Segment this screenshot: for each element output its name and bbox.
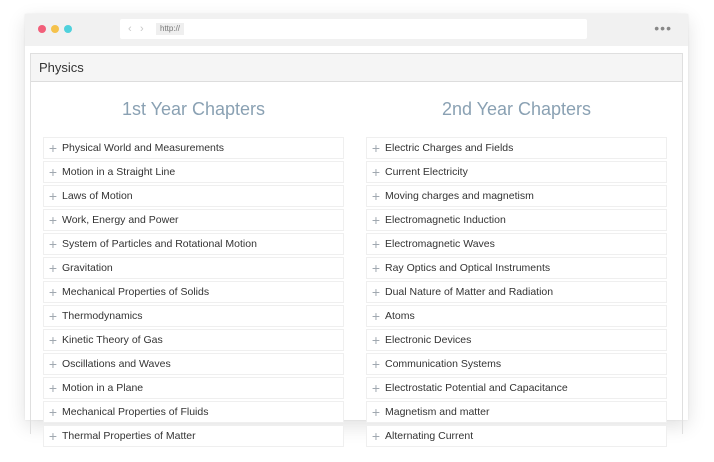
chapter-label: Alternating Current	[385, 430, 474, 442]
chapter-label: System of Particles and Rotational Motion	[62, 238, 257, 250]
chapter-item[interactable]	[43, 281, 344, 303]
chapter-label: Thermal Properties of Matter	[62, 430, 196, 442]
plus-icon[interactable]: +	[48, 188, 58, 204]
chapter-label: Dual Nature of Matter and Radiation	[385, 286, 554, 298]
close-window-button[interactable]	[38, 25, 46, 33]
chapter-label: Mechanical Properties of Solids	[62, 286, 210, 298]
plus-icon[interactable]: +	[48, 212, 58, 228]
more-options-icon[interactable]: •••	[654, 20, 672, 36]
plus-icon[interactable]: +	[371, 380, 381, 396]
chapter-item[interactable]	[366, 377, 667, 399]
chapter-label: Kinetic Theory of Gas	[62, 334, 163, 346]
chapter-item[interactable]	[43, 137, 344, 159]
chapter-label: Electric Charges and Fields	[385, 142, 514, 154]
plus-icon[interactable]: +	[48, 140, 58, 156]
chapter-item[interactable]	[366, 185, 667, 207]
first-year-heading: 1st Year Chapters	[121, 99, 266, 119]
url-text[interactable]: http://	[156, 23, 184, 35]
chapter-label: Mechanical Properties of Fluids	[62, 406, 209, 418]
plus-icon[interactable]: +	[371, 428, 381, 444]
plus-icon[interactable]: +	[371, 404, 381, 420]
chapter-item[interactable]	[366, 401, 667, 423]
plus-icon[interactable]: +	[48, 356, 58, 372]
chapter-label: Moving charges and magnetism	[385, 190, 534, 202]
second-year-heading: 2nd Year Chapters	[441, 99, 592, 119]
chapter-label: Electromagnetic Waves	[385, 238, 495, 250]
plus-icon[interactable]: +	[48, 332, 58, 348]
chapter-item[interactable]	[43, 185, 344, 207]
plus-icon[interactable]: +	[48, 284, 58, 300]
chapter-item[interactable]	[366, 209, 667, 231]
first-year-chapter-list	[43, 137, 344, 447]
plus-icon[interactable]: +	[48, 308, 58, 324]
chapter-item[interactable]	[43, 305, 344, 327]
plus-icon[interactable]: +	[371, 260, 381, 276]
second-year-chapter-list	[366, 137, 667, 447]
chapter-label: Work, Energy and Power	[62, 214, 179, 226]
panel-title: Physics	[31, 54, 682, 82]
plus-icon[interactable]: +	[371, 284, 381, 300]
back-arrow-icon[interactable]: ‹	[128, 23, 132, 35]
plus-icon[interactable]: +	[371, 212, 381, 228]
chapter-label: Physical World and Measurements	[62, 142, 225, 154]
browser-window	[25, 14, 688, 444]
chapter-item[interactable]	[366, 137, 667, 159]
address-bar[interactable]	[120, 19, 587, 39]
plus-icon[interactable]: +	[48, 404, 58, 420]
plus-icon[interactable]: +	[48, 164, 58, 180]
plus-icon[interactable]: +	[371, 308, 381, 324]
chapter-item[interactable]	[366, 233, 667, 255]
chapter-item[interactable]	[366, 329, 667, 351]
chapter-item[interactable]	[43, 353, 344, 375]
chapter-label: Communication Systems	[385, 358, 502, 370]
chapter-label: Electrostatic Potential and Capacitance	[385, 382, 568, 394]
plus-icon[interactable]: +	[371, 188, 381, 204]
chapter-label: Laws of Motion	[62, 190, 133, 202]
forward-arrow-icon[interactable]: ›	[140, 23, 144, 35]
plus-icon[interactable]: +	[48, 236, 58, 252]
plus-icon[interactable]: +	[371, 164, 381, 180]
minimize-window-button[interactable]	[51, 25, 59, 33]
chapter-item[interactable]	[366, 281, 667, 303]
browser-toolbar	[25, 14, 688, 46]
zoom-window-button[interactable]	[64, 25, 72, 33]
plus-icon[interactable]: +	[48, 380, 58, 396]
chapter-item[interactable]	[366, 161, 667, 183]
second-year-column	[366, 81, 667, 449]
chapter-label: Atoms	[385, 310, 415, 322]
plus-icon[interactable]: +	[371, 236, 381, 252]
chapter-item[interactable]	[43, 425, 344, 447]
chapter-label: Gravitation	[62, 262, 113, 274]
chapter-item[interactable]	[366, 353, 667, 375]
chapter-label: Thermodynamics	[62, 310, 143, 322]
plus-icon[interactable]: +	[371, 356, 381, 372]
chapter-label: Oscillations and Waves	[62, 358, 171, 370]
plus-icon[interactable]: +	[371, 332, 381, 348]
chapter-label: Motion in a Plane	[62, 382, 144, 394]
chapter-item[interactable]	[43, 161, 344, 183]
plus-icon[interactable]: +	[371, 140, 381, 156]
chapter-item[interactable]	[43, 329, 344, 351]
chapter-label: Magnetism and matter	[385, 406, 490, 418]
chapter-item[interactable]	[366, 257, 667, 279]
chapter-label: Electromagnetic Induction	[385, 214, 506, 226]
chapter-label: Electronic Devices	[385, 334, 472, 346]
chapter-label: Ray Optics and Optical Instruments	[385, 262, 551, 274]
chapter-label: Current Electricity	[385, 166, 468, 178]
chapter-item[interactable]	[366, 305, 667, 327]
chapter-item[interactable]	[43, 209, 344, 231]
chapter-item[interactable]	[43, 377, 344, 399]
plus-icon[interactable]: +	[48, 428, 58, 444]
chapter-label: Motion in a Straight Line	[62, 166, 176, 178]
chapter-item[interactable]	[43, 233, 344, 255]
chapter-item[interactable]	[43, 257, 344, 279]
chapter-item[interactable]	[366, 425, 667, 447]
physics-panel	[30, 53, 683, 444]
first-year-column	[43, 81, 344, 449]
chapter-item[interactable]	[43, 401, 344, 423]
plus-icon[interactable]: +	[48, 260, 58, 276]
